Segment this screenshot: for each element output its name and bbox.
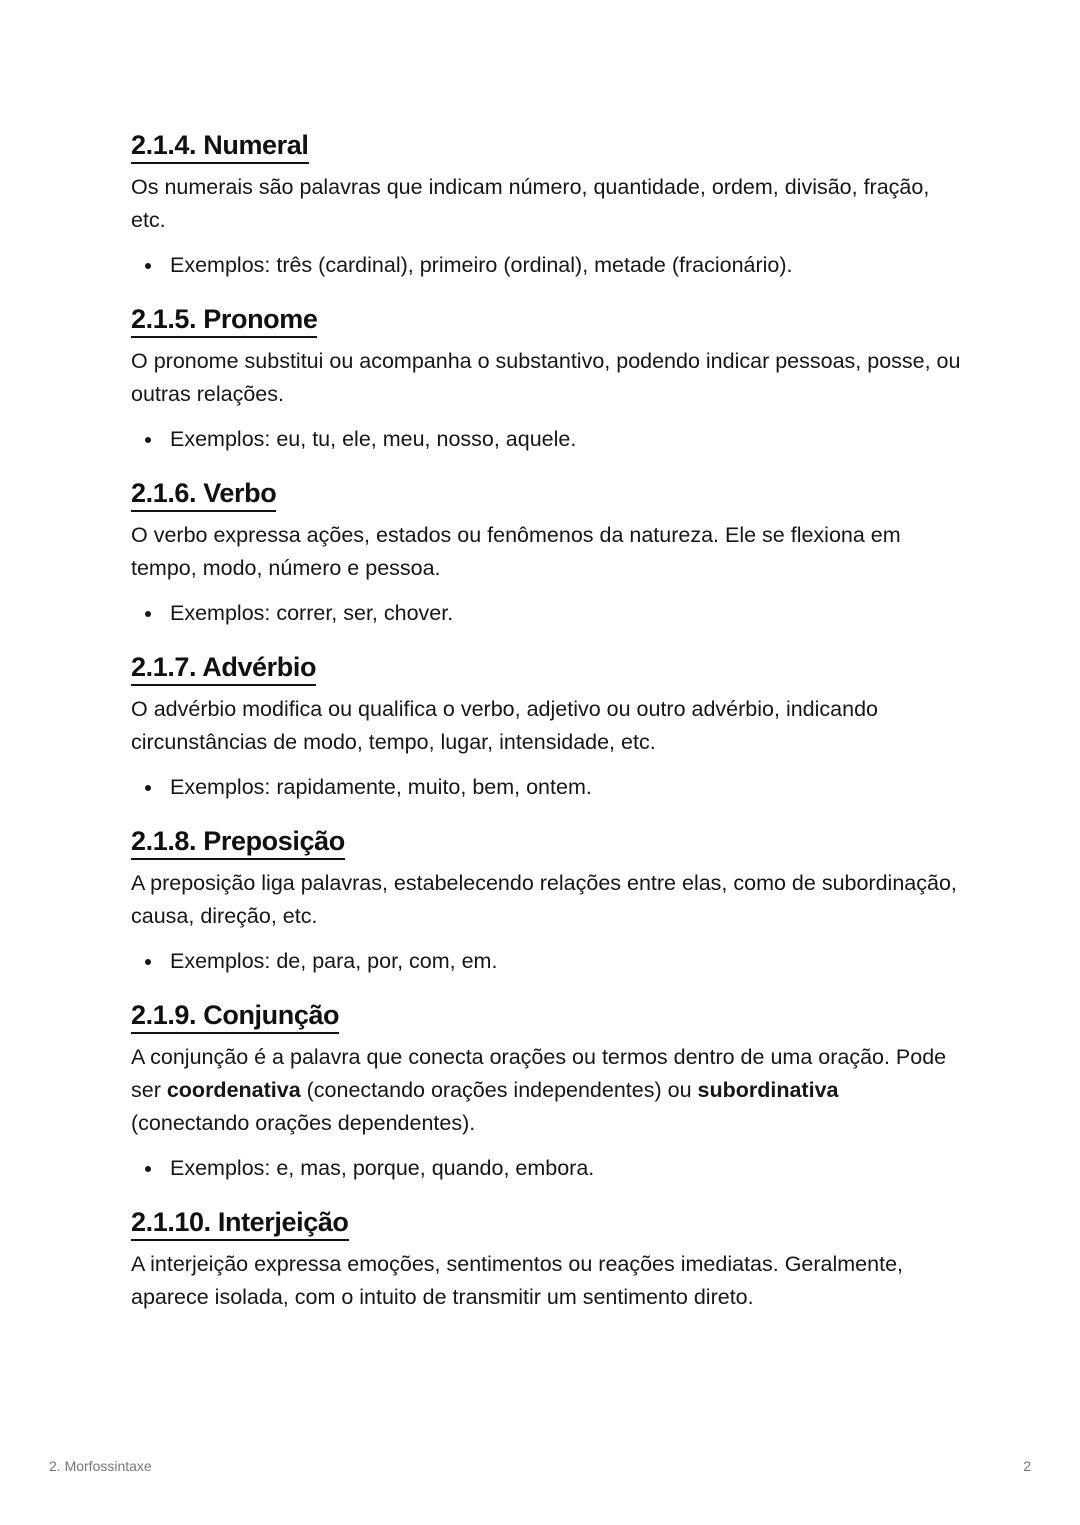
section-paragraph: O verbo expressa ações, estados ou fenômenos da natureza. Ele se flexiona em tempo, modo, número e pessoa.: [131, 523, 901, 580]
bold-term-subordinativa: subordinativa: [697, 1078, 839, 1102]
footer-chapter-title: 2. Morfossintaxe: [49, 1458, 152, 1474]
document-content: [131, 128, 961, 1314]
section-numeral: [131, 128, 961, 282]
section-heading: 2.1.7. Advérbio: [131, 650, 316, 686]
paragraph-text: (conectando orações independentes) ou: [300, 1078, 698, 1102]
section-paragraph: A preposição liga palavras, estabelecendo relações entre elas, como de subordinação, causa, direção, etc.: [131, 871, 957, 928]
section-paragraph: Os numerais são palavras que indicam número, quantidade, ordem, divisão, fração, etc.: [131, 175, 930, 232]
section-verbo: [131, 476, 961, 630]
section-heading: 2.1.4. Numeral: [131, 128, 309, 164]
section-conjuncao: [131, 998, 961, 1185]
section-heading: 2.1.6. Verbo: [131, 476, 276, 512]
section-heading: 2.1.5. Pronome: [131, 302, 317, 338]
section-adverbio: [131, 650, 961, 804]
example-list: [131, 249, 961, 282]
example-list: [131, 1152, 961, 1185]
section-pronome: [131, 302, 961, 456]
section-paragraph: A interjeição expressa emoções, sentimentos ou reações imediatas. Geralmente, aparece isolada, com o intuito de transmitir um sentimento direto.: [131, 1252, 904, 1309]
section-heading: 2.1.8. Preposição: [131, 824, 345, 860]
example-list: [131, 423, 961, 456]
example-list: [131, 945, 961, 978]
section-paragraph: O advérbio modifica ou qualifica o verbo, adjetivo ou outro advérbio, indicando circunstâncias de modo, tempo, lugar, intensidade, etc.: [131, 697, 878, 754]
section-interjeicao: [131, 1205, 961, 1314]
example-item: Exemplos: eu, tu, ele, meu, nosso, aquele.: [131, 423, 961, 456]
section-heading: 2.1.9. Conjunção: [131, 998, 339, 1034]
section-paragraph: O pronome substitui ou acompanha o substantivo, podendo indicar pessoas, posse, ou outras relações.: [131, 349, 961, 406]
section-paragraph: [131, 1041, 961, 1140]
example-item: Exemplos: e, mas, porque, quando, embora.: [131, 1152, 961, 1185]
bold-term-coordenativa: coordenativa: [166, 1078, 301, 1102]
example-item: Exemplos: três (cardinal), primeiro (ordinal), metade (fracionário).: [131, 249, 961, 282]
paragraph-text: (conectando orações dependentes).: [131, 1111, 476, 1135]
example-item: Exemplos: rapidamente, muito, bem, ontem.: [131, 771, 961, 804]
example-item: Exemplos: correr, ser, chover.: [131, 597, 961, 630]
footer-page-number: 2: [1023, 1458, 1031, 1474]
paragraph-text: A conjunção é a palavra que conecta orações ou termos dentro de uma oração. Pode ser: [131, 1045, 947, 1102]
section-preposicao: [131, 824, 961, 978]
example-item: Exemplos: de, para, por, com, em.: [131, 945, 961, 978]
example-list: [131, 771, 961, 804]
example-list: [131, 597, 961, 630]
section-heading: 2.1.10. Interjeição: [131, 1205, 349, 1241]
